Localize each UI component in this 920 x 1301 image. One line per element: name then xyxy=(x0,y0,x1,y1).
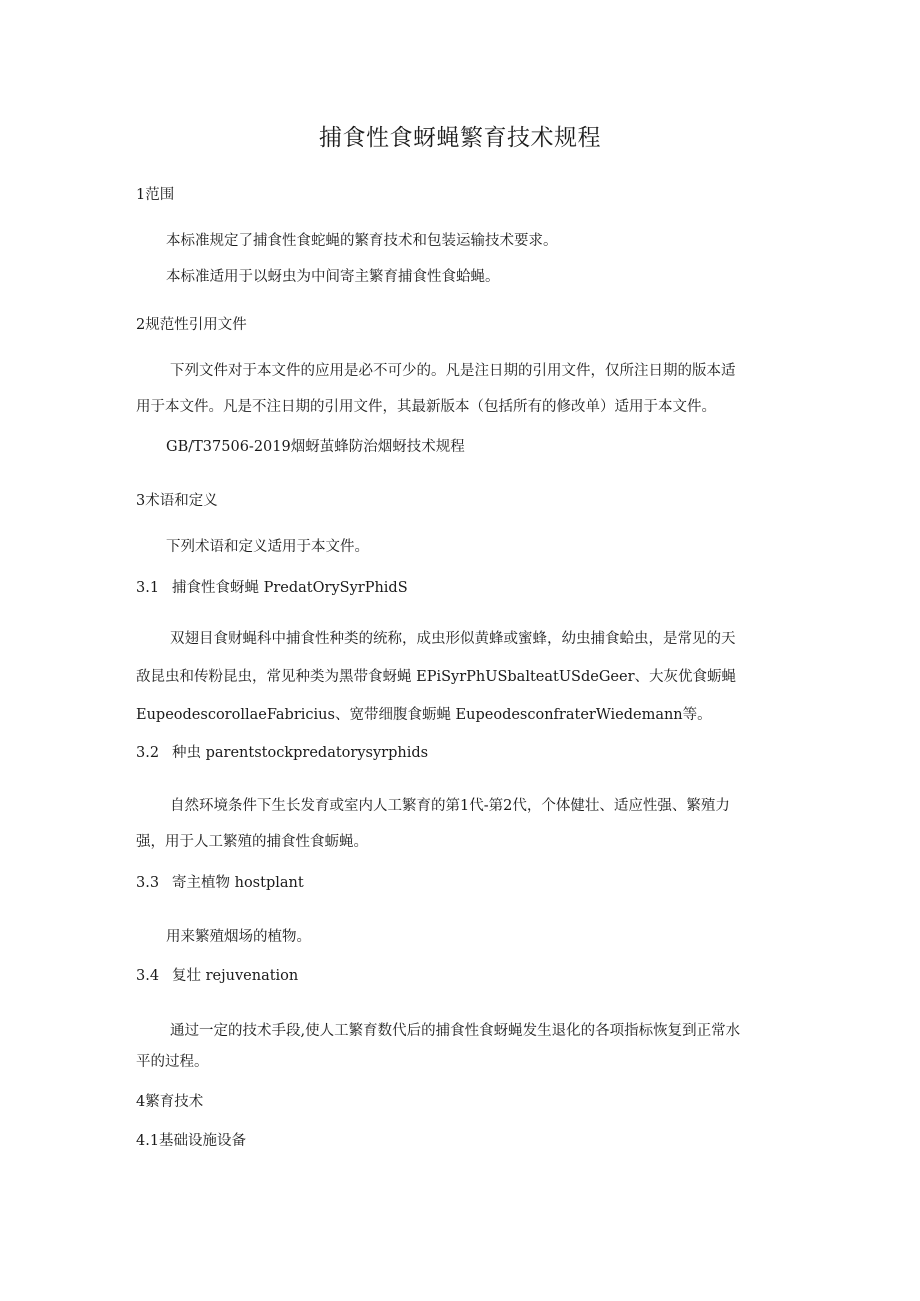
term-3-2-number: 3.2 xyxy=(136,745,160,761)
term-3-3-number: 3.3 xyxy=(136,875,160,891)
term-3-1-heading xyxy=(136,578,408,598)
section-2-paragraph-line-1: 下列文件对于本文件的应用是必不可少的。凡是注日期的引用文件，仅所注日期的版本适 xyxy=(170,363,736,379)
term-3-4-number: 3.4 xyxy=(136,968,160,984)
term-3-2-definition-line-2: 强，用于人工繁殖的捕食性食蛎蝇。 xyxy=(136,834,368,850)
term-3-1-definition-line-2: 敌昆虫和传粉昆虫，常见种类为黑带食蚜蝇 EPiSyrPhUSbalteatUSdeGeer、大灰优食蛎蝇 xyxy=(136,669,737,685)
section-1-paragraph-2: 本标准适用于以蚜虫为中间寄主繁育捕食性食蛤蝇。 xyxy=(166,269,500,285)
term-3-4-heading xyxy=(136,966,298,986)
term-3-3-title: 寄主植物 hostplant xyxy=(172,875,304,891)
term-3-3-heading xyxy=(136,873,304,893)
section-2-paragraph-line-2: 用于本文件。凡是不注日期的引用文件，其最新版本（包括所有的修改单）适用于本文件。 xyxy=(136,399,716,415)
section-1-heading: 1范围 xyxy=(136,187,175,203)
term-3-1-definition-line-1: 双翅目食财蝇科中捕食性种类的统称，成虫形似黄蜂或蜜蜂，幼虫捕食蛤虫，是常见的天 xyxy=(170,631,736,647)
document-title: 捕食性食蚜蝇繁育技术规程 xyxy=(319,125,601,151)
term-3-2-title: 种虫 parentstockpredatorysyrphids xyxy=(172,745,429,761)
term-3-3-definition: 用来繁殖烟场的植物。 xyxy=(166,929,311,945)
term-3-1-number: 3.1 xyxy=(136,580,160,596)
term-3-1-title: 捕食性食蚜蝇 PredatOrySyrPhidS xyxy=(172,580,408,596)
term-3-2-definition-line-1: 自然环境条件下生长发育或室内人工繁育的第1代-第2代，个体健壮、适应性强、繁殖力 xyxy=(170,798,730,814)
section-4-heading: 4繁育技术 xyxy=(136,1094,204,1110)
section-2-heading: 2规范性引用文件 xyxy=(136,317,247,333)
section-1-paragraph-1: 本标准规定了捕食性食蛇蝇的繁育技术和包装运输技术要求。 xyxy=(166,233,558,249)
term-3-4-definition-line-1: 通过一定的技术手段,使人工繁育数代后的捕食性食蚜蝇发生退化的各项指标恢复到正常水 xyxy=(170,1023,741,1039)
section-4-1-heading: 4.1基础设施设备 xyxy=(136,1133,247,1149)
section-3-intro: 下列术语和定义适用于本文件。 xyxy=(166,539,369,555)
section-2-reference: GB/T37506-2019烟蚜茧蜂防治烟蚜技术规程 xyxy=(166,439,465,455)
term-3-4-title: 复壮 rejuvenation xyxy=(172,968,299,984)
section-3-heading: 3术语和定义 xyxy=(136,493,218,509)
term-3-2-heading xyxy=(136,743,428,763)
term-3-1-definition-line-3: EupeodescorollaeFabricius、宽带细腹食蛎蝇 EupeodesconfraterWiedemann等。 xyxy=(136,707,712,723)
term-3-4-definition-line-2: 平的过程。 xyxy=(136,1054,209,1070)
